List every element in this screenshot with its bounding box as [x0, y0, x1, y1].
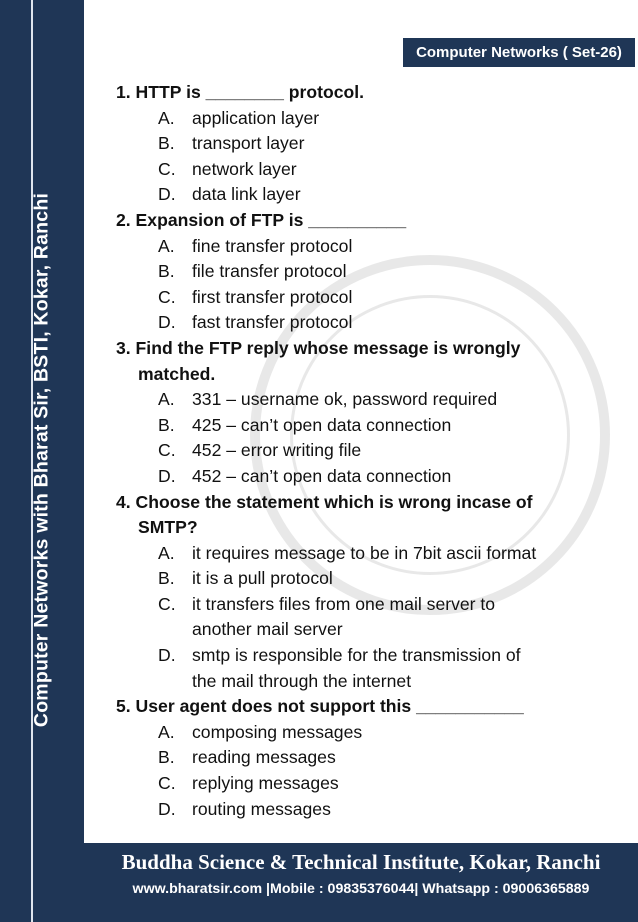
option-text: [192, 541, 626, 567]
option-letter: D.: [158, 184, 176, 205]
option-letter: C.: [158, 773, 176, 794]
option-text: [192, 106, 626, 132]
option-text-line: it is a pull protocol: [192, 568, 333, 589]
option-text: [192, 745, 626, 771]
option-text: [192, 592, 626, 643]
option-3-c: [116, 438, 626, 464]
question-text-line: 1. HTTP is ________ protocol.: [116, 82, 365, 102]
option-text: [192, 234, 626, 260]
option-letter: C.: [158, 440, 176, 461]
option-4-c: [116, 592, 626, 643]
footer-banner: [84, 843, 638, 922]
option-letter: A.: [158, 389, 175, 410]
question-text-line: 5. User agent does not support this ___________: [116, 696, 524, 717]
question-text-line: SMTP?: [138, 517, 198, 538]
question-2: [116, 208, 626, 234]
question-1: [116, 80, 626, 106]
option-letter: C.: [158, 286, 176, 307]
option-letter: D.: [158, 798, 176, 819]
option-text: [192, 131, 626, 157]
option-text-line: 331 – username ok, password required: [192, 389, 498, 410]
option-2-d: [116, 310, 626, 336]
question-5: [116, 694, 626, 720]
option-letter: B.: [158, 747, 175, 768]
option-letter: D.: [158, 465, 176, 486]
option-text-line: 452 – can’t open data connection: [192, 465, 452, 486]
option-text-line: reading messages: [192, 747, 336, 768]
option-3-b: [116, 413, 626, 439]
option-text-line: it transfers files from one mail server to: [192, 593, 496, 614]
option-text: [192, 387, 626, 413]
option-1-a: [116, 106, 626, 132]
option-letter: B.: [158, 133, 175, 154]
option-text-line: another mail server: [192, 619, 343, 640]
option-text-line: replying messages: [192, 773, 339, 794]
option-letter: D.: [158, 312, 176, 333]
option-4-d: [116, 643, 626, 694]
option-1-b: [116, 131, 626, 157]
option-letter: A.: [158, 721, 175, 742]
option-text-line: the mail through the internet: [192, 670, 412, 691]
option-letter: B.: [158, 568, 175, 589]
option-text: [192, 643, 626, 694]
option-5-b: [116, 745, 626, 771]
option-text: [192, 566, 626, 592]
option-2-b: [116, 259, 626, 285]
option-text-line: 452 – error writing file: [192, 440, 362, 461]
option-text-line: first transfer protocol: [192, 286, 353, 307]
option-5-d: [116, 797, 626, 823]
sidebar-vertical-title: Computer Networks with Bharat Sir, BSTI, Kokar, Ranchi: [30, 192, 53, 728]
option-text-line: composing messages: [192, 721, 363, 742]
option-text-line: smtp is responsible for the transmission of: [192, 645, 521, 666]
option-3-a: [116, 387, 626, 413]
option-2-a: [116, 234, 626, 260]
institute-name: Buddha Science & Technical Institute, Kokar, Ranchi: [121, 850, 601, 874]
option-letter: A.: [158, 542, 175, 563]
option-text-line: network layer: [192, 158, 297, 179]
option-1-d: [116, 182, 626, 208]
option-text: [192, 182, 626, 208]
question-text-line: 2. Expansion of FTP is __________: [116, 209, 407, 230]
option-text: [192, 310, 626, 336]
option-text-line: application layer: [192, 107, 320, 128]
option-letter: A.: [158, 107, 175, 128]
option-text: [192, 413, 626, 439]
option-2-c: [116, 285, 626, 311]
option-text-line: 425 – can’t open data connection: [192, 414, 452, 435]
option-letter: C.: [158, 158, 176, 179]
option-text: [192, 438, 626, 464]
option-text: [192, 464, 626, 490]
option-letter: D.: [158, 645, 176, 666]
option-text-line: transport layer: [192, 133, 305, 154]
option-text: [192, 797, 626, 823]
option-text: [192, 720, 626, 746]
option-text-line: it requires message to be in 7bit ascii format: [192, 542, 537, 563]
option-letter: B.: [158, 414, 175, 435]
option-letter: C.: [158, 593, 176, 614]
option-1-c: [116, 157, 626, 183]
option-4-b: [116, 566, 626, 592]
question-4: [116, 490, 626, 541]
left-sidebar: [0, 0, 84, 922]
option-letter: A.: [158, 235, 175, 256]
option-5-a: [116, 720, 626, 746]
option-text-line: data link layer: [192, 184, 301, 205]
contact-info: www.bharatsir.com |Mobile : 09835376044| Whatsapp : 09006365889: [132, 881, 590, 897]
question-text-line: 4. Choose the statement which is wrong incase of: [116, 491, 533, 512]
option-text: [192, 259, 626, 285]
question-text-line: 3. Find the FTP reply whose message is wrongly: [116, 337, 521, 358]
option-text-line: file transfer protocol: [192, 261, 347, 282]
question-3: [116, 336, 626, 387]
option-text: [192, 771, 626, 797]
option-text-line: routing messages: [192, 798, 331, 819]
option-text-line: fast transfer protocol: [192, 312, 353, 333]
option-letter: B.: [158, 261, 175, 282]
option-4-a: [116, 541, 626, 567]
question-list: [116, 80, 626, 822]
set-badge: Computer Networks ( Set-26): [403, 38, 635, 67]
option-3-d: [116, 464, 626, 490]
option-text-line: fine transfer protocol: [192, 235, 353, 256]
option-text: [192, 285, 626, 311]
question-text-line: matched.: [138, 363, 216, 384]
option-5-c: [116, 771, 626, 797]
option-text: [192, 157, 626, 183]
